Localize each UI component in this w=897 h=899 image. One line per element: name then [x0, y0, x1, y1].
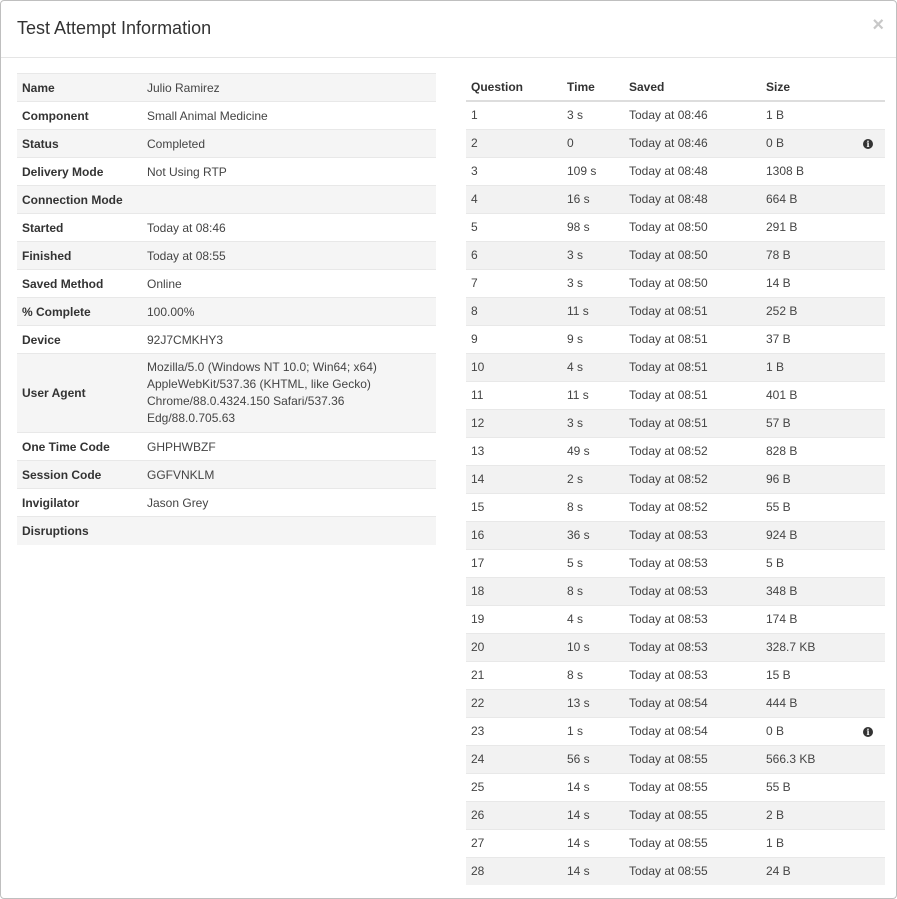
question-time: 3 s: [562, 101, 624, 129]
question-saved: Today at 08:46: [624, 101, 761, 129]
question-saved: Today at 08:48: [624, 157, 761, 185]
question-saved: Today at 08:53: [624, 549, 761, 577]
question-size: 37 B: [761, 325, 851, 353]
question-number: 16: [466, 521, 562, 549]
question-number: 20: [466, 633, 562, 661]
question-number: 22: [466, 689, 562, 717]
question-actions: [851, 325, 885, 353]
question-size: 401 B: [761, 381, 851, 409]
question-row: [466, 717, 885, 745]
question-size: 1308 B: [761, 157, 851, 185]
question-number: 28: [466, 857, 562, 885]
info-value: GHPHWBZF: [142, 433, 436, 461]
question-actions: [851, 521, 885, 549]
question-number: 2: [466, 129, 562, 157]
info-value: Small Animal Medicine: [142, 102, 436, 130]
question-actions: [851, 493, 885, 521]
question-actions: [851, 717, 885, 745]
question-actions: [851, 577, 885, 605]
question-time: 14 s: [562, 857, 624, 885]
info-circle-icon[interactable]: i: [863, 139, 873, 149]
question-size: 828 B: [761, 437, 851, 465]
info-row: [17, 326, 436, 354]
info-row: [17, 354, 436, 433]
question-time: 5 s: [562, 549, 624, 577]
question-saved: Today at 08:55: [624, 745, 761, 773]
question-saved: Today at 08:53: [624, 521, 761, 549]
info-value: Today at 08:46: [142, 214, 436, 242]
info-value: GGFVNKLM: [142, 461, 436, 489]
question-row: [466, 633, 885, 661]
question-table-header: [466, 73, 885, 101]
question-saved: Today at 08:48: [624, 185, 761, 213]
question-time: 11 s: [562, 297, 624, 325]
question-time: 0: [562, 129, 624, 157]
question-size: 664 B: [761, 185, 851, 213]
question-row: [466, 773, 885, 801]
question-row: [466, 297, 885, 325]
question-time: 13 s: [562, 689, 624, 717]
question-saved: Today at 08:51: [624, 297, 761, 325]
question-time: 2 s: [562, 465, 624, 493]
question-number: 24: [466, 745, 562, 773]
question-actions: [851, 157, 885, 185]
question-saved: Today at 08:51: [624, 353, 761, 381]
header-actions: [851, 73, 885, 101]
question-saved: Today at 08:50: [624, 213, 761, 241]
question-saved: Today at 08:50: [624, 269, 761, 297]
question-number: 27: [466, 829, 562, 857]
question-actions: [851, 689, 885, 717]
question-size: 57 B: [761, 409, 851, 437]
info-value: [142, 517, 436, 545]
question-time: 8 s: [562, 493, 624, 521]
question-actions: [851, 297, 885, 325]
question-row: [466, 129, 885, 157]
question-number: 3: [466, 157, 562, 185]
question-time: 3 s: [562, 269, 624, 297]
question-time: 14 s: [562, 829, 624, 857]
question-saved: Today at 08:53: [624, 661, 761, 689]
question-number: 8: [466, 297, 562, 325]
info-row: [17, 158, 436, 186]
question-row: [466, 101, 885, 129]
question-saved: Today at 08:55: [624, 801, 761, 829]
question-time: 49 s: [562, 437, 624, 465]
question-table: [466, 73, 885, 885]
question-saved: Today at 08:55: [624, 857, 761, 885]
question-actions: [851, 801, 885, 829]
info-value: Jason Grey: [142, 489, 436, 517]
info-row: [17, 102, 436, 130]
question-row: [466, 157, 885, 185]
question-number: 18: [466, 577, 562, 605]
question-number: 11: [466, 381, 562, 409]
question-number: 26: [466, 801, 562, 829]
question-row: [466, 241, 885, 269]
info-label: Connection Mode: [17, 186, 142, 214]
question-row: [466, 605, 885, 633]
question-size: 0 B: [761, 717, 851, 745]
question-saved: Today at 08:54: [624, 717, 761, 745]
question-size: 55 B: [761, 773, 851, 801]
attempt-info-table: [17, 73, 436, 545]
question-number: 1: [466, 101, 562, 129]
question-size: 174 B: [761, 605, 851, 633]
info-row: [17, 242, 436, 270]
question-row: [466, 185, 885, 213]
question-saved: Today at 08:46: [624, 129, 761, 157]
question-saved: Today at 08:55: [624, 773, 761, 801]
question-number: 5: [466, 213, 562, 241]
question-actions: [851, 353, 885, 381]
question-saved: Today at 08:50: [624, 241, 761, 269]
question-number: 13: [466, 437, 562, 465]
question-size: 348 B: [761, 577, 851, 605]
question-time: 56 s: [562, 745, 624, 773]
question-saved: Today at 08:51: [624, 325, 761, 353]
info-value: Not Using RTP: [142, 158, 436, 186]
question-time: 98 s: [562, 213, 624, 241]
question-size: 2 B: [761, 801, 851, 829]
question-actions: [851, 381, 885, 409]
question-row: [466, 857, 885, 885]
info-row: [17, 517, 436, 545]
question-time: 16 s: [562, 185, 624, 213]
info-label: Session Code: [17, 461, 142, 489]
info-value: Julio Ramirez: [142, 74, 436, 102]
info-row: [17, 214, 436, 242]
info-label: Status: [17, 130, 142, 158]
question-row: [466, 549, 885, 577]
question-time: 3 s: [562, 409, 624, 437]
info-row: [17, 489, 436, 517]
question-saved: Today at 08:51: [624, 381, 761, 409]
question-number: 7: [466, 269, 562, 297]
info-label: Started: [17, 214, 142, 242]
question-time: 8 s: [562, 661, 624, 689]
info-row: [17, 298, 436, 326]
question-size: 328.7 KB: [761, 633, 851, 661]
question-size: 0 B: [761, 129, 851, 157]
question-actions: [851, 129, 885, 157]
question-size: 252 B: [761, 297, 851, 325]
question-row: [466, 493, 885, 521]
question-row: [466, 409, 885, 437]
question-time: 11 s: [562, 381, 624, 409]
question-number: 15: [466, 493, 562, 521]
info-label: % Complete: [17, 298, 142, 326]
question-number: 21: [466, 661, 562, 689]
modal-title: Test Attempt Information: [17, 18, 212, 38]
info-label: Invigilator: [17, 489, 142, 517]
question-saved: Today at 08:52: [624, 465, 761, 493]
info-label: Saved Method: [17, 270, 142, 298]
question-time: 4 s: [562, 353, 624, 381]
info-value: Mozilla/5.0 (Windows NT 10.0; Win64; x64) AppleWebKit/537.36 (KHTML, like Gecko) Chrome/88.0.4324.150 Safari/537.36 Edg/88.0.705.63: [142, 354, 436, 433]
question-number: 23: [466, 717, 562, 745]
question-actions: [851, 745, 885, 773]
question-row: [466, 661, 885, 689]
info-label: Delivery Mode: [17, 158, 142, 186]
question-row: [466, 829, 885, 857]
info-value: [142, 186, 436, 214]
question-actions: [851, 857, 885, 885]
question-row: [466, 381, 885, 409]
question-actions: [851, 661, 885, 689]
question-actions: [851, 437, 885, 465]
question-row: [466, 521, 885, 549]
info-row: [17, 130, 436, 158]
question-time: 9 s: [562, 325, 624, 353]
header-saved: Saved: [624, 73, 761, 101]
question-saved: Today at 08:53: [624, 577, 761, 605]
question-number: 12: [466, 409, 562, 437]
question-time: 109 s: [562, 157, 624, 185]
question-size: 924 B: [761, 521, 851, 549]
question-size: 5 B: [761, 549, 851, 577]
question-row: [466, 745, 885, 773]
question-size: 55 B: [761, 493, 851, 521]
question-time: 14 s: [562, 773, 624, 801]
question-size: 444 B: [761, 689, 851, 717]
info-row: [17, 74, 436, 102]
info-circle-icon[interactable]: i: [863, 727, 873, 737]
question-size: 15 B: [761, 661, 851, 689]
question-row: [466, 353, 885, 381]
info-value: 100.00%: [142, 298, 436, 326]
question-number: 14: [466, 465, 562, 493]
question-actions: [851, 549, 885, 577]
info-value: Completed: [142, 130, 436, 158]
question-saved: Today at 08:54: [624, 689, 761, 717]
info-value: 92J7CMKHY3: [142, 326, 436, 354]
question-number: 9: [466, 325, 562, 353]
question-time: 3 s: [562, 241, 624, 269]
question-saved: Today at 08:53: [624, 633, 761, 661]
question-row: [466, 269, 885, 297]
question-actions: [851, 409, 885, 437]
info-label: Name: [17, 74, 142, 102]
question-row: [466, 577, 885, 605]
info-row: [17, 461, 436, 489]
question-time: 14 s: [562, 801, 624, 829]
question-saved: Today at 08:52: [624, 437, 761, 465]
question-saved: Today at 08:53: [624, 605, 761, 633]
question-number: 25: [466, 773, 562, 801]
question-number: 4: [466, 185, 562, 213]
info-label: User Agent: [17, 354, 142, 433]
info-value: Online: [142, 270, 436, 298]
question-number: 6: [466, 241, 562, 269]
question-size: 566.3 KB: [761, 745, 851, 773]
modal-header: [1, 1, 896, 58]
question-saved: Today at 08:51: [624, 409, 761, 437]
question-size: 1 B: [761, 353, 851, 381]
info-label: Component: [17, 102, 142, 130]
header-question: Question: [466, 73, 562, 101]
info-label: Finished: [17, 242, 142, 270]
question-actions: [851, 185, 885, 213]
question-time: 36 s: [562, 521, 624, 549]
question-number: 10: [466, 353, 562, 381]
question-time: 8 s: [562, 577, 624, 605]
info-label: Device: [17, 326, 142, 354]
question-number: 19: [466, 605, 562, 633]
question-row: [466, 801, 885, 829]
info-value: Today at 08:55: [142, 242, 436, 270]
info-label: Disruptions: [17, 517, 142, 545]
question-size: 96 B: [761, 465, 851, 493]
question-actions: [851, 465, 885, 493]
question-time: 4 s: [562, 605, 624, 633]
question-size: 1 B: [761, 829, 851, 857]
question-actions: [851, 269, 885, 297]
question-actions: [851, 213, 885, 241]
question-actions: [851, 633, 885, 661]
header-size: Size: [761, 73, 851, 101]
question-row: [466, 213, 885, 241]
info-row: [17, 433, 436, 461]
question-time: 10 s: [562, 633, 624, 661]
question-size: 1 B: [761, 101, 851, 129]
info-row: [17, 186, 436, 214]
question-actions: [851, 829, 885, 857]
question-size: 24 B: [761, 857, 851, 885]
question-row: [466, 437, 885, 465]
info-row: [17, 270, 436, 298]
question-row: [466, 325, 885, 353]
header-time: Time: [562, 73, 624, 101]
info-label: One Time Code: [17, 433, 142, 461]
question-actions: [851, 773, 885, 801]
question-actions: [851, 241, 885, 269]
question-row: [466, 689, 885, 717]
question-saved: Today at 08:55: [624, 829, 761, 857]
question-size: 291 B: [761, 213, 851, 241]
question-actions: [851, 605, 885, 633]
question-size: 78 B: [761, 241, 851, 269]
question-time: 1 s: [562, 717, 624, 745]
question-saved: Today at 08:52: [624, 493, 761, 521]
close-icon[interactable]: ×: [872, 14, 884, 36]
question-actions: [851, 101, 885, 129]
question-size: 14 B: [761, 269, 851, 297]
question-number: 17: [466, 549, 562, 577]
question-row: [466, 465, 885, 493]
